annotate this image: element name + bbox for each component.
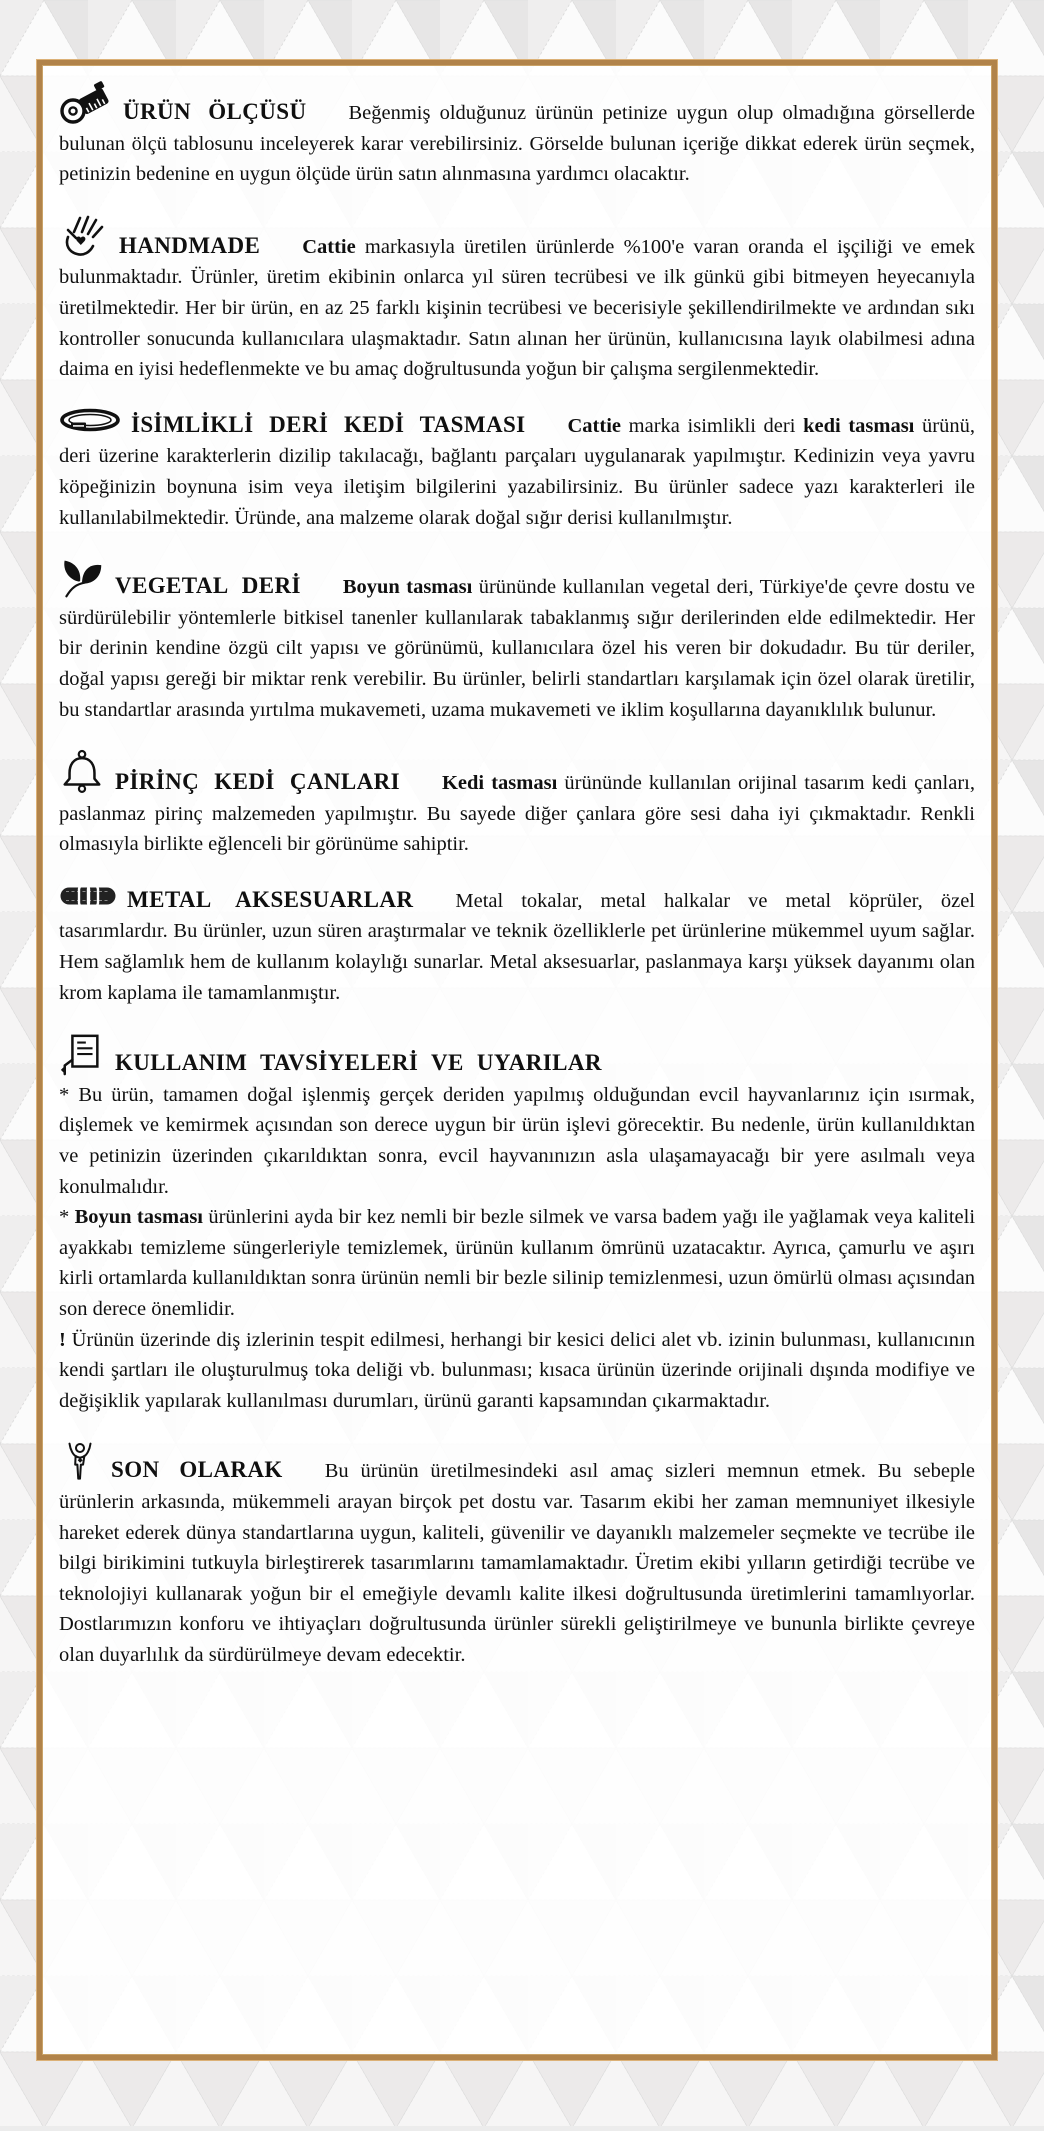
- text-run: ürününde kullanılan orijinal tasarım kedi çanları, paslanmaz pirinç malzemeden yapılmıştır. Bu sayede diğer çanlara göre sesi daha iyi çıkmaktadır. Renkli olmasıyla birlikte eğlenceli bir görünüme sahiptir.: [59, 772, 975, 856]
- document-hand-icon: [59, 1031, 105, 1079]
- section-title: PİRİNÇ KEDİ ÇANLARI: [115, 769, 400, 795]
- text-run: Metal tokalar, metal halkalar ve metal köprüler, özel tasarımlardır. Bu ürünler, uzun süren araştırmalar ve teknik özelliklerle pet ürünlerine mükemmel uyum sağlar. Hem sağlamlık hem de kullanım kolaylığı sunarlar. Metal aksesuarlar, paslanmaya karşı yüksek dayanımı olan krom kaplama ile tamamlanmıştır.: [59, 889, 975, 1004]
- text-run: Ürünün üzerinde diş izlerinin tespit edilmesi, herhangi bir kesici delici alet vb. izinin bulunması, kullanıcının kendi şartları ile oluşturulmuş toka deliği vb. bulunması; kısaca ürünün üzerinde orijinali dışında modifiye ve değişiklik yapılarak kullanılması durumları, ürünü garanti kapsamından çıkarmaktadır.: [59, 1328, 976, 1412]
- section-first-line: [59, 1439, 975, 1670]
- text-run: Boyun tasması: [74, 1206, 203, 1229]
- section-first-line: [59, 213, 975, 385]
- text-run: Cattie: [567, 414, 622, 437]
- measuring-tape-icon: [59, 81, 113, 127]
- section-paragraph: [59, 1202, 975, 1324]
- gold-frame: [37, 60, 997, 2060]
- bell-icon: [59, 748, 105, 796]
- text-run: *: [59, 1206, 75, 1229]
- text-run: Boyun tasması: [342, 576, 473, 599]
- text-run: ürününde kullanılan vegetal deri, Türkiye'de çevre dostu ve sürdürülebilir yöntemlerle bitkisel tanenler kullanılarak tabaklanmış sığır derilerinden elde edilmektedir. Her bir derinin kendine özgü cilt yapısı ve görünümü, kullanıcılara özel his veren bir dokudadır. Bu tür deriler, doğal yapısı gereği bir miktar renk verebilir. Bu ürünler, belirli standartları karşılamak için özel olarak üretilir, bu standartlar arasında yırtılma mukavemeti, uzama mukavemeti ve iklim koşullarına dayanıklılık bulunur.: [59, 576, 975, 721]
- text-run: ürünü, deri üzerine karakterlerin dizilip takılacağı, bağlantı parçaları uygulanarak yapılmıştır. Kedinizin veya yavru köpeğinizin boynuna isim veya iletişim bilgilerini yazabilirsiniz. Bu ürünler sadece yazı karakterleri ile kullanılabilmektedir. Üründe, ana malzeme olarak doğal sığır derisi kullanılmıştır.: [59, 414, 975, 529]
- text-run: Kedi tasması: [441, 772, 558, 795]
- section-first-line: [59, 748, 975, 860]
- collar-icon: [59, 408, 121, 434]
- leaf-icon: [59, 556, 105, 600]
- section-metal-aksesuarlar: [59, 883, 975, 1008]
- section-paragraph: [59, 1325, 975, 1417]
- text-run: markasıyla üretilen ürünlerde %100'e varan oranda el işçiliği ve emek bulunmaktadır. Ürünler, üretim ekibinin onlarca yıl süren tecrübesi ve ilk günkü gibi bitmeyen heyecanıyla üretilmektedir. Her bir ürün, en az 25 farklı kişinin tecrübesi ve becerisiyle şekillendirilmekte ve ardından sıkı kontroller sonucunda kullanıcılara ulaşmaktadır. Satın alınan her ürünün, kullanıcısına layık olabilmesi adına daima en iyisi hedeflenmekte ve bu amaç doğrultusunda yoğun bir çalışma sergilenmektedir.: [59, 235, 975, 381]
- text-run: kedi tasması: [803, 414, 915, 437]
- text-run: Beğenmiş olduğunuz ürünün petinize uygun olup olmadığına görsellerde bulunan ölçü tablosunu inceleyerek karar verebilirsiniz. Görselde bulunan içeriğe dikkat ederek ürün seçmek, petinizin bedenine en uygun ölçüde ürün satın alınmasına yardımcı olacaktır.: [59, 102, 975, 186]
- text-run: !: [59, 1328, 72, 1351]
- section-first-line: [59, 81, 975, 190]
- section-son-olarak: [59, 1439, 975, 1670]
- section-title: KULLANIM TAVSİYELERİ VE UYARILAR: [115, 1050, 602, 1076]
- text-run: marka isimlikli deri: [621, 414, 804, 437]
- section-title: SON OLARAK: [111, 1457, 283, 1483]
- buckle-icon: [59, 883, 117, 909]
- section-paragraph: [59, 1080, 975, 1202]
- hand-heart-icon: [59, 213, 109, 259]
- section-handmade: [59, 213, 975, 385]
- section-title: İSİMLİKLİ DERİ KEDİ TASMASI: [131, 411, 526, 437]
- content-panel: [42, 65, 992, 2055]
- section-pirinc-kedi-canlari: [59, 748, 975, 860]
- section-first-line: [59, 556, 975, 725]
- section-first-line: [59, 408, 975, 533]
- section-kullanim-tavsiyeleri: [59, 1031, 975, 1416]
- section-title: ÜRÜN ÖLÇÜSÜ: [123, 99, 307, 124]
- text-run: * Bu ürün, tamamen doğal işlenmiş gerçek deriden yapılmış olduğundan evcil hayvanlarınız için ısırmak, dişlemek ve kemirmek açısından son derece uygun bir ürün işlevi görecektir. Bu nedenle, ürün kullanıldıktan ve petinizin üzerinden çıkarıldıktan sonra, evcil hayvanınızın asla ulaşamayacağı bir yere asılmalı veya konulmalıdır.: [59, 1083, 975, 1198]
- section-title: HANDMADE: [119, 232, 261, 258]
- section-urun-olcusu: [59, 81, 975, 190]
- section-title: METAL AKSESUARLAR: [127, 886, 414, 912]
- section-first-line: [59, 1031, 975, 1080]
- text-run: Bu ürünün üretilmesindeki asıl amaç sizleri memnun etmek. Bu sebeple ürünlerin arkasında, mükemmeli arayan birçok pet dostu var. Tasarım ekibi her zaman memnuniyet ilkesiyle hareket ederek dünya standartlarına uygun, kaliteli, güvenilir ve dayanıklı malzemeler seçmekte ve tecrübe ile bilgi birikimini tutkuyla birleştirerek tasarımlarını tamamlamaktadır. Üretim ekibi yılların getirdiği tecrübe ve teknolojiyi kullanarak yoğun bir el emeğiyle devamlı kalite ilkesi doğrultusunda üretimlerini tamamlıyorlar. Dostlarımızın konforu ve ihtiyaçları doğrultusunda ürünler sürekli geliştirilmeye ve bununla birlikte çevreye olan duyarlılık da sürdürülmeye devam edecektir.: [59, 1460, 975, 1666]
- section-title: VEGETAL DERİ: [115, 573, 301, 599]
- text-run: Cattie: [302, 235, 356, 258]
- person-cheer-icon: [59, 1439, 101, 1485]
- section-vegetal-deri: [59, 556, 975, 725]
- section-first-line: [59, 883, 975, 1008]
- section-isimlikli-deri-kedi-tasmasi: [59, 408, 975, 533]
- text-run: ürünlerini ayda bir kez nemli bir bezle silmek ve varsa badem yağı ile yağlamak veya kaliteli ayakkabı temizleme süngerleriyle temizlemek, ürünün kullanım ömrünü uzatacaktır. Ayrıca, çamurlu ve aşırı kirli ortamlarda kullanıldıktan sonra ürünün nemli bir bezle silinip temizlenmesi, uzun ömürlü olması açısından son derece önemlidir.: [59, 1206, 976, 1320]
